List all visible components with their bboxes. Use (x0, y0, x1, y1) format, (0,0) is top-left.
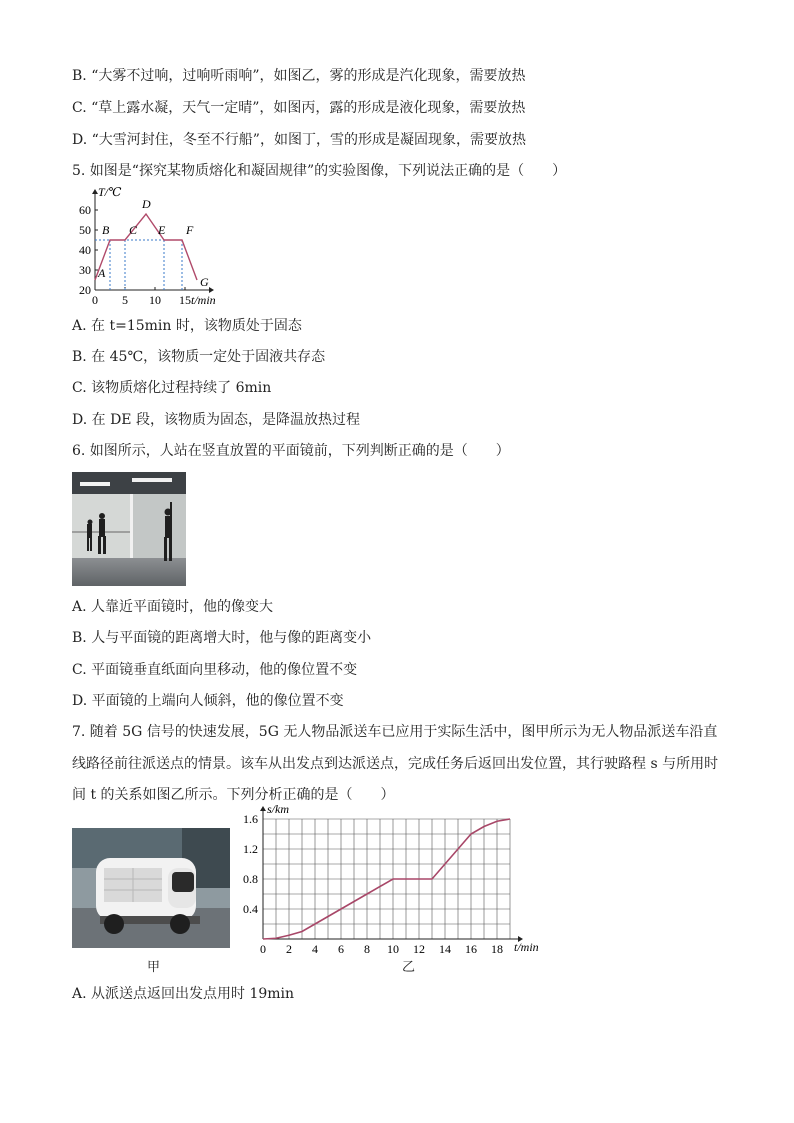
x-axis-label: t/min (191, 293, 216, 307)
point-label-D: D (142, 197, 151, 211)
q7-stem-line3: 间 t 的关系如图乙所示。下列分析正确的是（ ） (72, 787, 395, 803)
q7-option-a: A. 从派送点返回出发点用时 19min (72, 986, 295, 1002)
x-tick-label: 5 (122, 293, 128, 307)
distance-time-chart (238, 802, 553, 965)
q6-option-c: C. 平面镜垂直纸面向里移动，他的像位置不变 (72, 662, 358, 678)
point-label-C: C (129, 223, 138, 237)
x-tick-label: 12 (413, 942, 425, 956)
x-tick-label: 16 (465, 942, 477, 956)
point-label-B: B (102, 223, 110, 237)
y-tick-label: 0.4 (243, 902, 258, 916)
point-label-E: E (158, 223, 166, 237)
q6-stem: 6. 如图所示，人站在竖直放置的平面镜前，下列判断正确的是（ ） (72, 443, 510, 459)
x-tick-label: 2 (286, 942, 292, 956)
caption-right: 乙 (402, 960, 416, 975)
x-tick-label: 4 (312, 942, 318, 956)
q6-option-d: D. 平面镜的上端向人倾斜，他的像位置不变 (72, 693, 344, 709)
melting-chart (70, 185, 260, 310)
mirror-photo (72, 472, 186, 586)
x-tick-label: 0 (92, 293, 98, 307)
q4-option-d: D. “大雪河封住，冬至不行船”，如图丁，雪的形成是凝固现象，需要放热 (72, 132, 526, 148)
q7-stem-line1: 7. 随着 5G 信号的快速发展，5G 无人物品派送车已应用于实际生活中，图甲所示为无人物品派送车沿直 (72, 724, 718, 740)
y-axis-arrow (260, 806, 266, 811)
point-label-F: F (186, 223, 194, 237)
q5-option-c: C. 该物质熔化过程持续了 6min (72, 380, 272, 396)
x-tick-label: 14 (439, 942, 451, 956)
y-axis-label: s/km (267, 802, 289, 816)
x-tick-label: 18 (491, 942, 503, 956)
q7-stem-line2: 线路径前往派送点的情景。该车从出发点到达派送点，完成任务后返回出发位置，其行驶路程 s 与所用时 (72, 756, 719, 772)
delivery-vehicle-image (72, 828, 230, 948)
x-tick-label: 10 (387, 942, 399, 956)
caption-left: 甲 (147, 960, 161, 975)
melting-chart-labels (97, 197, 209, 289)
y-tick-label: 1.6 (243, 812, 258, 826)
q5-option-b: B. 在 45℃，该物质一定处于固液共存态 (72, 349, 326, 365)
x-axis-label: t/min (514, 940, 539, 954)
mirror-photo-image (72, 472, 186, 586)
curve (95, 214, 197, 280)
y-tick-label: 1.2 (243, 842, 258, 856)
x-tick-label: 8 (364, 942, 370, 956)
x-tick-label: 0 (260, 942, 266, 956)
x-tick-label: 10 (149, 293, 161, 307)
x-tick-label: 15 (179, 293, 191, 307)
y-tick-label: 30 (79, 263, 91, 277)
point-label-A: A (98, 266, 106, 280)
q6-option-a: A. 人靠近平面镜时，他的像变大 (72, 599, 274, 615)
q5-option-d: D. 在 DE 段，该物质为固态，是降温放热过程 (72, 412, 360, 428)
y-axis-label: T/℃ (98, 185, 122, 199)
y-tick-label: 60 (79, 203, 91, 217)
q4-option-b: B. “大雾不过响，过响听雨响”，如图乙，雾的形成是汽化现象，需要放热 (72, 68, 526, 84)
melting-chart-guides (95, 240, 182, 290)
melting-chart-curve (95, 214, 197, 280)
y-tick-label: 20 (79, 283, 91, 297)
q5-stem: 5. 如图是“探究某物质熔化和凝固规律”的实验图像，下列说法正确的是（ ） (72, 163, 567, 179)
delivery-vehicle-photo (72, 828, 230, 948)
q4-option-c: C. “草上露水凝，天气一定晴”，如图丙，露的形成是液化现象，需要放热 (72, 100, 526, 116)
q6-option-b: B. 人与平面镜的距离增大时，他与像的距离变小 (72, 630, 372, 646)
y-tick-label: 40 (79, 243, 91, 257)
point-label-G: G (200, 275, 209, 289)
y-tick-label: 50 (79, 223, 91, 237)
distance-time-grid (263, 819, 510, 939)
q5-option-a: A. 在 t=15min 时，该物质处于固态 (72, 318, 302, 334)
y-tick-label: 0.8 (243, 872, 258, 886)
x-tick-label: 6 (338, 942, 344, 956)
